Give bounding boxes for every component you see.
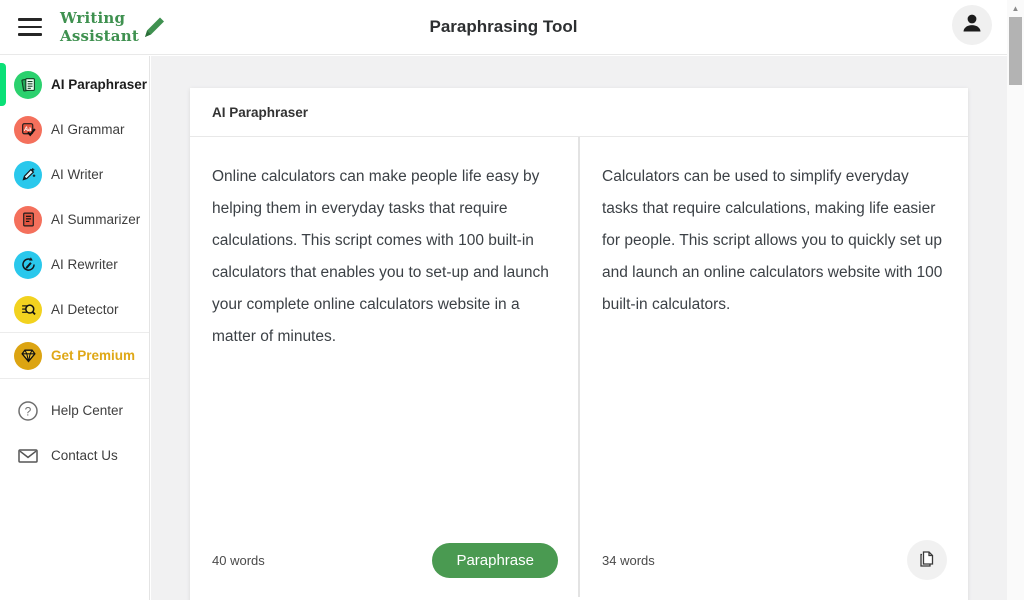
main-content [151,56,1007,600]
sidebar-item-label: AI Paraphraser [51,77,148,92]
sidebar-item-label: AI Writer [51,167,104,182]
input-text[interactable]: Online calculators can make people life easy by helping them in everyday tasks that require calculations. This script comes with 100 built-in calculators that enables you to set-up and launch your complete online calculators website in a matter of minutes. [212,168,549,345]
sidebar-item-contact-us[interactable] [0,433,149,478]
sidebar-item-label: Get Premium [51,348,136,363]
input-text-panel [190,137,578,597]
output-word-count: 34 words [602,552,655,568]
grammar-check-icon [14,116,42,144]
output-text: Calculators can be used to simplify everyday tasks that require calculations, making life easier for people. This script allows you to quickly set up and launch an online calculators website with 100 built-in calculators. [602,168,943,313]
person-icon [960,11,984,40]
sidebar-item-label: AI Rewriter [51,257,118,272]
app-header [0,0,1007,55]
scrollbar[interactable] [1007,0,1024,600]
active-indicator [0,63,6,106]
sidebar-item-ai-writer[interactable] [0,152,149,197]
sidebar-item-label: AI Grammar [51,122,125,137]
paraphrase-button[interactable]: Paraphrase [432,543,558,578]
output-text-panel [578,137,967,597]
sidebar-item-label: AI Detector [51,302,119,317]
page-title: Paraphrasing Tool [429,17,578,36]
sidebar [0,56,150,600]
sidebar-item-ai-grammar[interactable] [0,107,149,152]
input-word-count: 40 words [212,552,265,568]
sidebar-item-label: Contact Us [51,448,118,463]
magnifier-icon [14,296,42,324]
user-avatar-button[interactable] [952,5,992,45]
card-title: AI Paraphraser [190,88,968,137]
sidebar-item-help-center[interactable] [0,388,149,433]
sidebar-item-ai-rewriter[interactable] [0,242,149,287]
question-icon [14,397,42,425]
documents-icon [14,71,42,99]
sidebar-item-label: Help Center [51,403,124,418]
svg-text:?: ? [24,403,32,418]
logo-line1: Writing [60,8,126,27]
scrollbar-up-arrow[interactable]: ▲ [1011,3,1020,13]
sidebar-item-label: AI Summarizer [51,212,141,227]
rewrite-arrow-icon [14,251,42,279]
envelope-icon [14,442,42,470]
copy-icon [917,549,937,572]
divider [0,378,149,379]
pencil-sparkle-icon [14,161,42,189]
sidebar-item-ai-detector[interactable] [0,287,149,332]
sidebar-item-ai-paraphraser[interactable] [0,62,149,107]
sidebar-item-ai-summarizer[interactable] [0,197,149,242]
diamond-icon [14,342,42,370]
paraphraser-card [190,88,968,600]
sidebar-item-get-premium[interactable] [0,333,149,378]
summary-page-icon [14,206,42,234]
logo-line2: Assistant [60,26,139,45]
svg-text:Aa: Aa [23,126,31,133]
scrollbar-thumb[interactable] [1009,17,1022,85]
copy-button[interactable] [907,540,947,580]
